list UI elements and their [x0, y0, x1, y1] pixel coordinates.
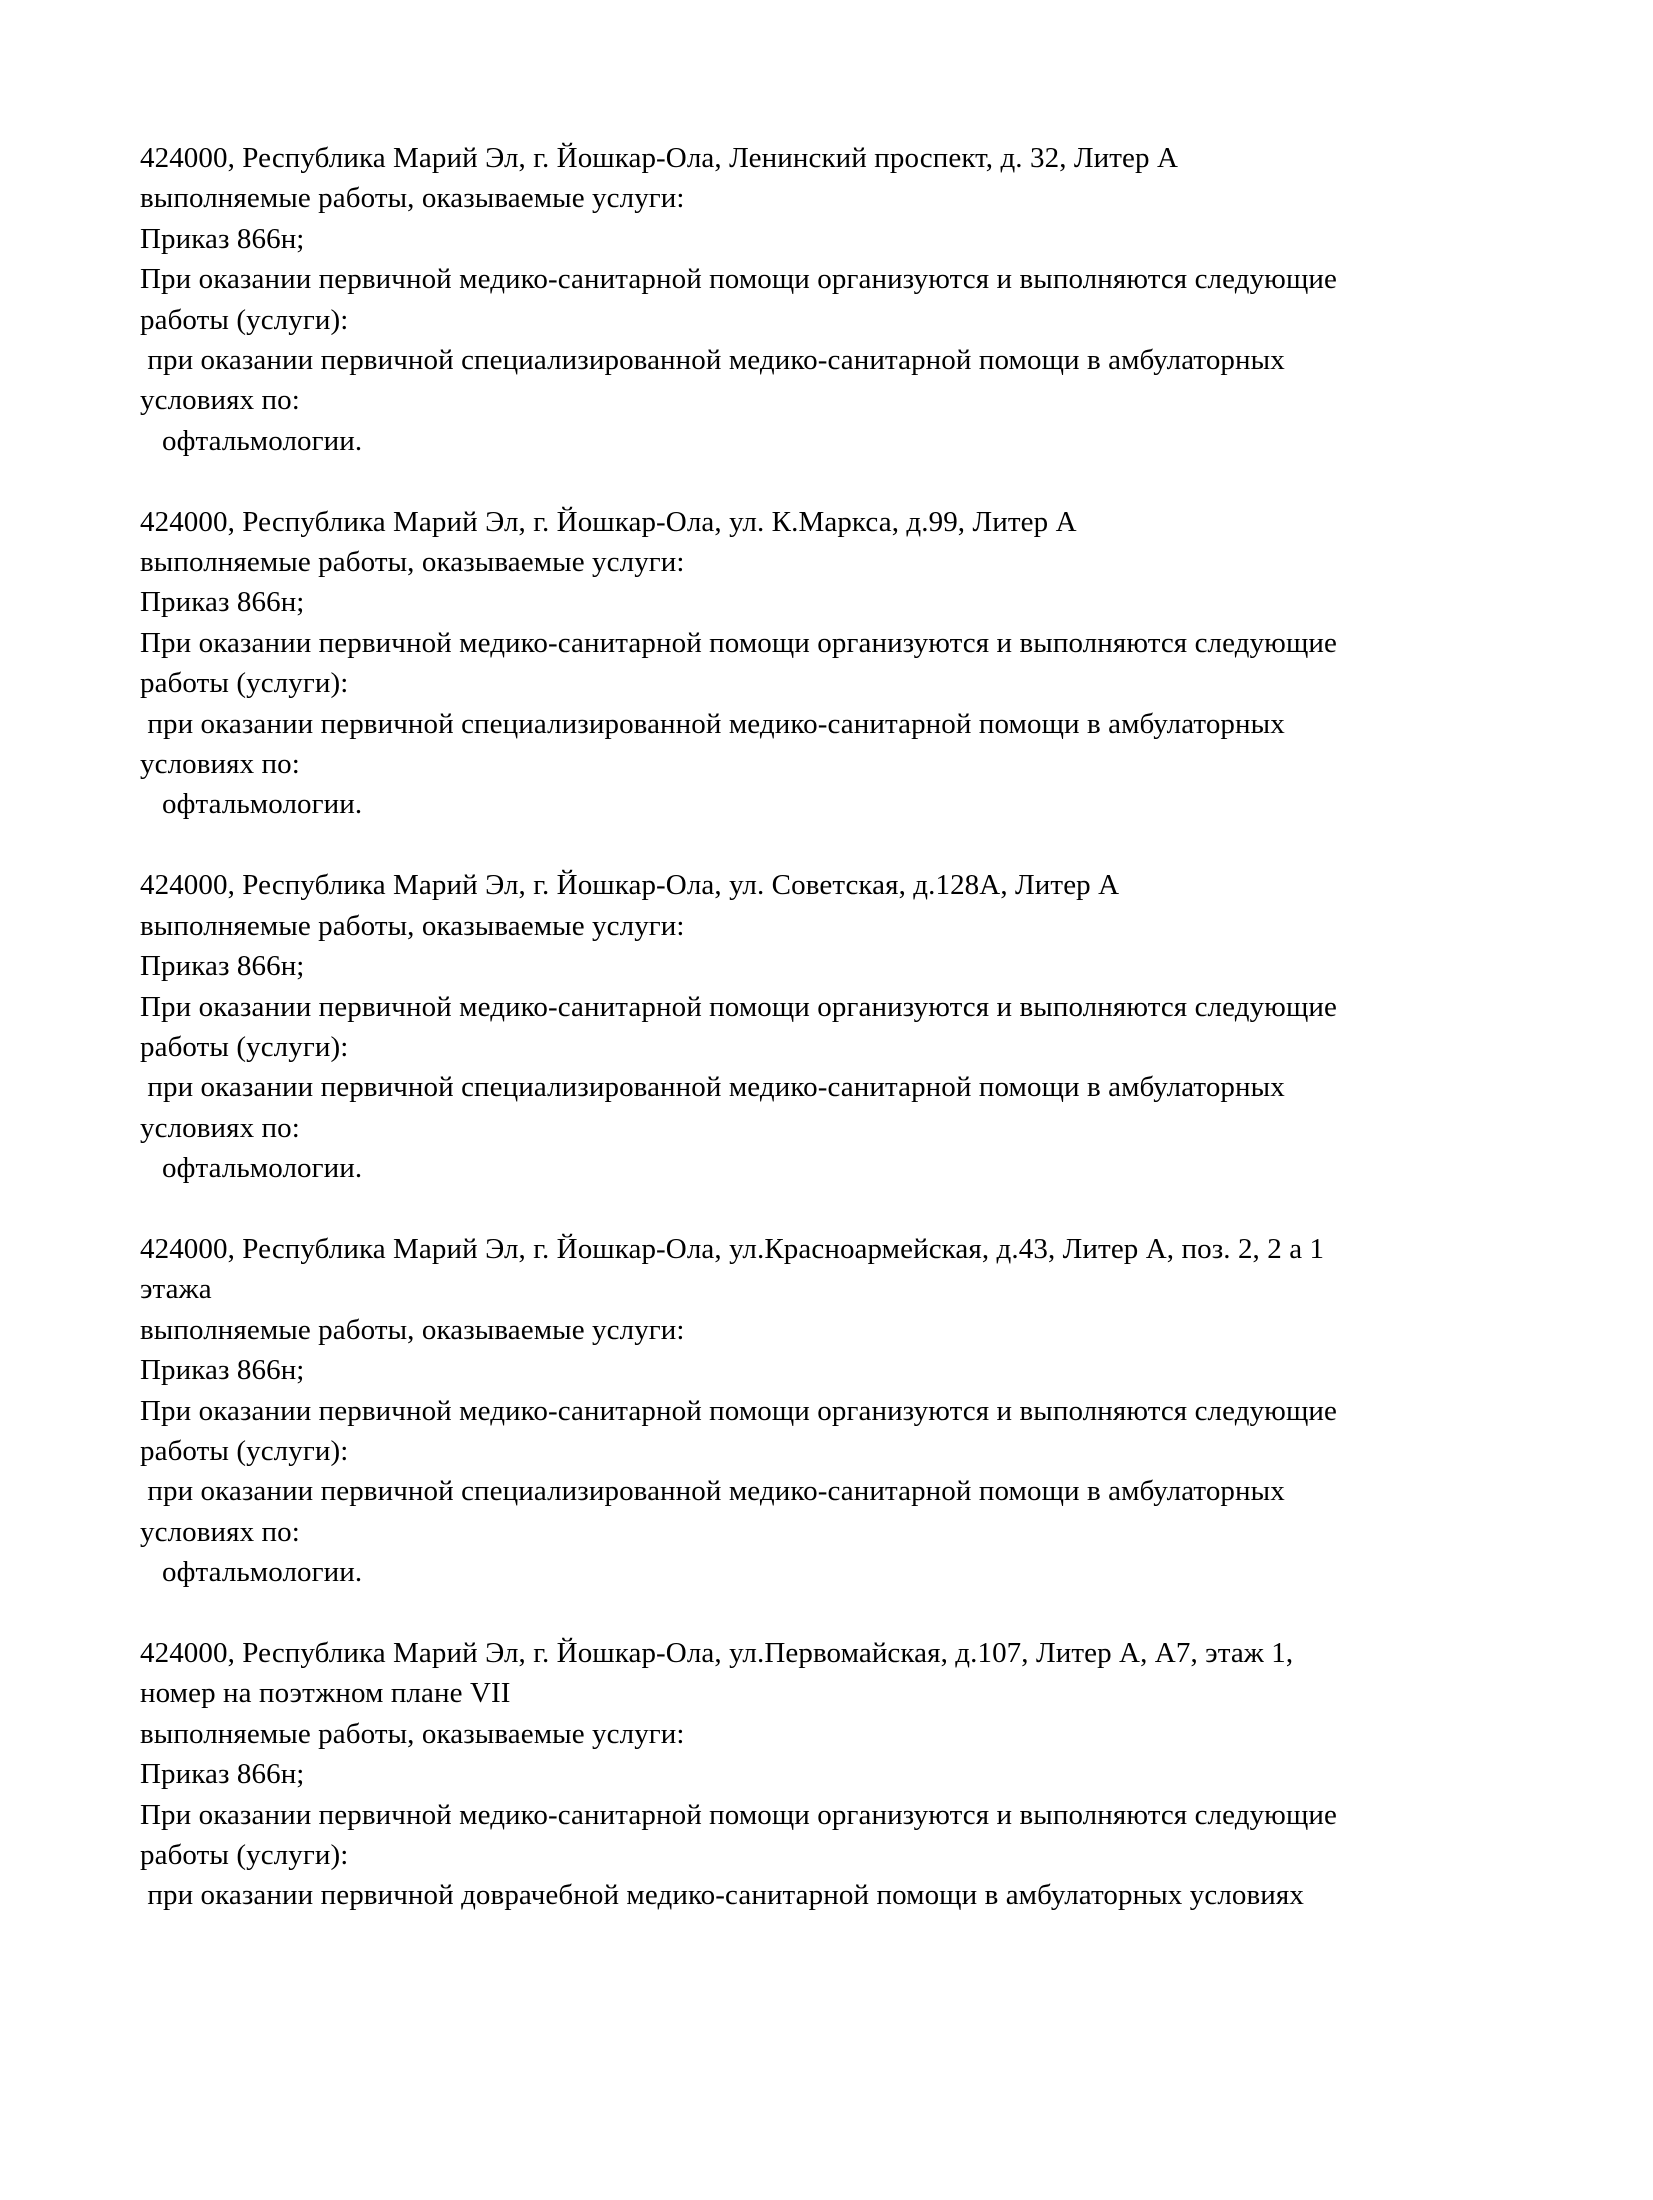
- line-order: Приказ 866н;: [140, 222, 305, 255]
- line-works-label: выполняемые работы, оказываемые услуги:: [140, 546, 685, 579]
- line-address: 424000, Республика Марий Эл, г. Йошкар-Ола, ул.Первомайская, д.107, Литер А, А7, этаж 1,: [140, 1636, 1294, 1669]
- line-address: 424000, Республика Марий Эл, г. Йошкар-Ола, Ленинский проспект, д. 32, Литер А: [140, 142, 1179, 174]
- license-address-block: [140, 1633, 1600, 1916]
- line-intro: При оказании первичной медико-санитарной помощи организуются и выполняются следующие: [140, 263, 1337, 296]
- line-specialty: офтальмологии.: [140, 1556, 363, 1589]
- line-service: при оказании первичной специализированной медико-санитарной помощи в амбулаторных: [140, 1475, 1285, 1508]
- line-address: 424000, Республика Марий Эл, г. Йошкар-Ола, ул.Красноармейская, д.43, Литер А, поз. 2, 2 а 1: [140, 1232, 1325, 1265]
- line-works-label: выполняемые работы, оказываемые услуги:: [140, 182, 685, 215]
- license-address-block: [140, 865, 1600, 1188]
- line-intro: При оказании первичной медико-санитарной помощи организуются и выполняются следующие: [140, 990, 1337, 1023]
- license-address-block: [140, 502, 1600, 825]
- line-intro: работы (услуги):: [140, 1434, 349, 1467]
- line-order: Приказ 866н;: [140, 1354, 305, 1387]
- line-service: при оказании первичной специализированной медико-санитарной помощи в амбулаторных: [140, 707, 1285, 740]
- line-service: при оказании первичной специализированной медико-санитарной помощи в амбулаторных: [140, 1071, 1285, 1104]
- line-service: при оказании первичной доврачебной медико-санитарной помощи в амбулаторных условиях: [140, 1879, 1304, 1912]
- line-specialty: офтальмологии.: [140, 424, 363, 457]
- line-address: номер на поэтжном плане VII: [140, 1677, 511, 1710]
- line-works-label: выполняемые работы, оказываемые услуги:: [140, 909, 685, 942]
- line-intro: работы (услуги):: [140, 1030, 349, 1063]
- line-address: 424000, Республика Марий Эл, г. Йошкар-Ола, ул. Советская, д.128А, Литер А: [140, 869, 1120, 902]
- line-intro: работы (услуги):: [140, 667, 349, 700]
- line-service: условиях по:: [140, 1111, 300, 1144]
- document-body: [140, 138, 1600, 1916]
- line-address: 424000, Республика Марий Эл, г. Йошкар-Ола, ул. К.Маркса, д.99, Литер А: [140, 505, 1077, 538]
- line-order: Приказ 866н;: [140, 950, 305, 983]
- line-service: условиях по:: [140, 384, 300, 417]
- line-works-label: выполняемые работы, оказываемые услуги:: [140, 1717, 685, 1750]
- license-address-block: [140, 138, 1600, 461]
- line-specialty: офтальмологии.: [140, 1152, 363, 1185]
- line-order: Приказ 866н;: [140, 586, 305, 619]
- line-intro: При оказании первичной медико-санитарной помощи организуются и выполняются следующие: [140, 626, 1337, 659]
- line-intro: При оказании первичной медико-санитарной помощи организуются и выполняются следующие: [140, 1394, 1337, 1427]
- line-address: этажа: [140, 1273, 212, 1306]
- line-works-label: выполняемые работы, оказываемые услуги:: [140, 1313, 685, 1346]
- line-service: условиях по:: [140, 748, 300, 781]
- line-service: условиях по:: [140, 1515, 300, 1548]
- line-order: Приказ 866н;: [140, 1758, 305, 1791]
- line-intro: работы (услуги):: [140, 1839, 349, 1871]
- line-specialty: офтальмологии.: [140, 788, 363, 821]
- license-address-block: [140, 1229, 1600, 1593]
- line-intro: При оказании первичной медико-санитарной помощи организуются и выполняются следующие: [140, 1798, 1337, 1831]
- line-service: при оказании первичной специализированной медико-санитарной помощи в амбулаторных: [140, 344, 1285, 377]
- line-intro: работы (услуги):: [140, 303, 349, 336]
